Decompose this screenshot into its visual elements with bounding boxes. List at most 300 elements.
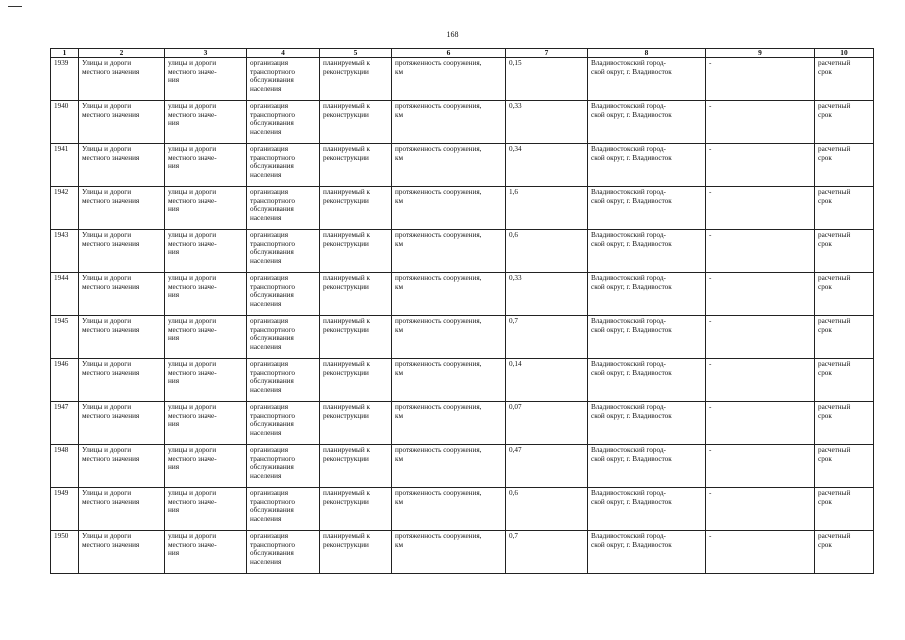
cell-line: улицы и дороги: [168, 102, 217, 110]
zone-cell: -: [706, 531, 815, 574]
object-type-cell: [79, 273, 165, 316]
cell-line: улицы и дороги: [168, 317, 217, 325]
cell-line: местного значения: [82, 282, 140, 291]
table-row: [51, 144, 874, 187]
location-cell: [588, 359, 706, 402]
cell-line: улицы и дороги: [168, 360, 217, 368]
object-kind-cell: [165, 359, 247, 402]
object-type-cell: [79, 230, 165, 273]
cell-line: обслуживания: [250, 506, 294, 515]
location-cell: [588, 101, 706, 144]
location-cell: [588, 402, 706, 445]
objects-table: [50, 48, 874, 574]
cell-line: Владивостокский город-: [591, 102, 666, 110]
characteristic-cell: [392, 58, 506, 101]
row-number-cell: 1947: [51, 402, 79, 445]
cell-line: протяженность сооружения,: [395, 145, 482, 153]
status-cell: [320, 359, 392, 402]
cell-line: местного значения: [82, 368, 140, 377]
cell-line: планируемый к: [323, 489, 371, 497]
zone-cell: -: [706, 230, 815, 273]
zone-cell: -: [706, 445, 815, 488]
zone-cell: -: [706, 58, 815, 101]
cell-line: реконструкции: [323, 153, 369, 162]
cell-line: расчетный: [818, 274, 851, 282]
value-cell: 0,6: [506, 230, 588, 273]
cell-line: ской округ, г. Владивосток: [591, 239, 672, 248]
object-type-cell: [79, 58, 165, 101]
cell-line: местного значения: [82, 67, 140, 76]
cell-line: км: [395, 153, 404, 162]
cell-line: ской округ, г. Владивосток: [591, 196, 672, 205]
cell-line: обслуживания: [250, 205, 294, 214]
characteristic-cell: [392, 273, 506, 316]
characteristic-cell: [392, 230, 506, 273]
cell-line: ской округ, г. Владивосток: [591, 540, 672, 549]
cell-line: реконструкции: [323, 110, 369, 119]
cell-line: Владивостокский город-: [591, 489, 666, 497]
cell-line: планируемый к: [323, 317, 371, 325]
cell-line: планируемый к: [323, 274, 371, 282]
purpose-cell: [247, 144, 320, 187]
characteristic-cell: [392, 402, 506, 445]
cell-line: улицы и дороги: [168, 489, 217, 497]
cell-line: организация: [250, 59, 289, 67]
cell-line: улицы и дороги: [168, 532, 217, 540]
row-number-cell: 1941: [51, 144, 79, 187]
cell-line: реконструкции: [323, 411, 369, 420]
cell-line: Улицы и дороги: [82, 317, 132, 325]
characteristic-cell: [392, 316, 506, 359]
cell-line: транспортного: [250, 110, 295, 119]
object-type-cell: [79, 316, 165, 359]
cell-line: срок: [818, 325, 832, 334]
column-header: 9: [706, 49, 815, 58]
cell-line: расчетный: [818, 446, 851, 454]
value-cell: 0,15: [506, 58, 588, 101]
cell-line: Улицы и дороги: [82, 59, 132, 67]
row-number-cell: 1940: [51, 101, 79, 144]
object-kind-cell: [165, 445, 247, 488]
location-cell: [588, 58, 706, 101]
cell-line: ской округ, г. Владивосток: [591, 67, 672, 76]
cell-line: транспортного: [250, 282, 295, 291]
zone-cell: -: [706, 273, 815, 316]
cell-line: Владивостокский город-: [591, 145, 666, 153]
value-cell: 0,07: [506, 402, 588, 445]
cell-line: срок: [818, 239, 832, 248]
cell-line: реконструкции: [323, 454, 369, 463]
row-number-cell: 1939: [51, 58, 79, 101]
cell-line: расчетный: [818, 231, 851, 239]
cell-line: улицы и дороги: [168, 231, 217, 239]
cell-line: улицы и дороги: [168, 59, 217, 67]
cell-line: Улицы и дороги: [82, 145, 132, 153]
cell-line: протяженность сооружения,: [395, 102, 482, 110]
cell-line: транспортного: [250, 411, 295, 420]
cell-line: транспортного: [250, 368, 295, 377]
table-header-row: [51, 49, 874, 58]
value-cell: 0,47: [506, 445, 588, 488]
cell-line: ния: [168, 463, 179, 472]
cell-line: организация: [250, 274, 289, 282]
value-cell: 0,33: [506, 101, 588, 144]
cell-line: местного значения: [82, 454, 140, 463]
cell-line: ния: [168, 377, 179, 386]
status-cell: [320, 187, 392, 230]
cell-line: Улицы и дороги: [82, 403, 132, 411]
cell-line: местного значения: [82, 540, 140, 549]
cell-line: ния: [168, 291, 179, 300]
location-cell: [588, 144, 706, 187]
column-header: 2: [79, 49, 165, 58]
term-cell: [815, 488, 874, 531]
characteristic-cell: [392, 187, 506, 230]
cell-line: расчетный: [818, 188, 851, 196]
cell-line: обслуживания: [250, 119, 294, 128]
column-header: 4: [247, 49, 320, 58]
zone-cell: -: [706, 144, 815, 187]
cell-line: местного значения: [82, 153, 140, 162]
cell-line: транспортного: [250, 497, 295, 506]
cell-line: срок: [818, 67, 832, 76]
object-kind-cell: [165, 144, 247, 187]
purpose-cell: [247, 531, 320, 574]
row-number-cell: 1946: [51, 359, 79, 402]
object-kind-cell: [165, 488, 247, 531]
cell-line: ния: [168, 549, 179, 558]
cell-line: протяженность сооружения,: [395, 403, 482, 411]
object-type-cell: [79, 488, 165, 531]
cell-line: организация: [250, 231, 289, 239]
cell-line: планируемый к: [323, 102, 371, 110]
table-row: [51, 230, 874, 273]
cell-line: местного значения: [82, 325, 140, 334]
cell-line: местного значе-: [168, 153, 217, 162]
object-kind-cell: [165, 230, 247, 273]
value-cell: 1,6: [506, 187, 588, 230]
cell-line: обслуживания: [250, 549, 294, 558]
cell-line: расчетный: [818, 317, 851, 325]
cell-line: транспортного: [250, 454, 295, 463]
cell-line: Улицы и дороги: [82, 102, 132, 110]
cell-line: организация: [250, 145, 289, 153]
cell-line: ской округ, г. Владивосток: [591, 368, 672, 377]
cell-line: населения: [250, 213, 282, 222]
value-cell: 0,7: [506, 531, 588, 574]
purpose-cell: [247, 58, 320, 101]
cell-line: обслуживания: [250, 463, 294, 472]
cell-line: планируемый к: [323, 446, 371, 454]
scan-corner-mark: [8, 6, 22, 7]
cell-line: км: [395, 540, 404, 549]
cell-line: срок: [818, 153, 832, 162]
purpose-cell: [247, 187, 320, 230]
cell-line: расчетный: [818, 403, 851, 411]
location-cell: [588, 273, 706, 316]
cell-line: местного значе-: [168, 67, 217, 76]
cell-line: реконструкции: [323, 325, 369, 334]
cell-line: срок: [818, 282, 832, 291]
cell-line: организация: [250, 403, 289, 411]
cell-line: населения: [250, 385, 282, 394]
cell-line: Улицы и дороги: [82, 446, 132, 454]
cell-line: реконструкции: [323, 239, 369, 248]
table-row: [51, 445, 874, 488]
cell-line: расчетный: [818, 489, 851, 497]
cell-line: протяженность сооружения,: [395, 231, 482, 239]
cell-line: населения: [250, 84, 282, 93]
cell-line: транспортного: [250, 67, 295, 76]
cell-line: населения: [250, 557, 282, 566]
cell-line: Владивостокский город-: [591, 532, 666, 540]
cell-line: км: [395, 239, 404, 248]
cell-line: ской округ, г. Владивосток: [591, 153, 672, 162]
cell-line: планируемый к: [323, 59, 371, 67]
table-row: [51, 58, 874, 101]
cell-line: ния: [168, 205, 179, 214]
row-number-cell: 1949: [51, 488, 79, 531]
cell-line: Улицы и дороги: [82, 188, 132, 196]
cell-line: обслуживания: [250, 162, 294, 171]
zone-cell: -: [706, 101, 815, 144]
status-cell: [320, 101, 392, 144]
object-kind-cell: [165, 316, 247, 359]
table-body: [51, 58, 874, 574]
cell-line: реконструкции: [323, 497, 369, 506]
term-cell: [815, 101, 874, 144]
cell-line: местного значения: [82, 239, 140, 248]
object-kind-cell: [165, 58, 247, 101]
cell-line: протяженность сооружения,: [395, 446, 482, 454]
cell-line: ния: [168, 420, 179, 429]
cell-line: Улицы и дороги: [82, 532, 132, 540]
cell-line: транспортного: [250, 540, 295, 549]
cell-line: обслуживания: [250, 334, 294, 343]
row-number-cell: 1942: [51, 187, 79, 230]
cell-line: Улицы и дороги: [82, 360, 132, 368]
cell-line: реконструкции: [323, 368, 369, 377]
value-cell: 0,33: [506, 273, 588, 316]
cell-line: обслуживания: [250, 377, 294, 386]
cell-line: ской округ, г. Владивосток: [591, 497, 672, 506]
cell-line: км: [395, 282, 404, 291]
cell-line: срок: [818, 497, 832, 506]
cell-line: срок: [818, 540, 832, 549]
cell-line: планируемый к: [323, 188, 371, 196]
cell-line: организация: [250, 446, 289, 454]
object-kind-cell: [165, 187, 247, 230]
status-cell: [320, 402, 392, 445]
column-header: 3: [165, 49, 247, 58]
cell-line: ния: [168, 334, 179, 343]
cell-line: транспортного: [250, 325, 295, 334]
object-type-cell: [79, 101, 165, 144]
cell-line: Владивостокский город-: [591, 446, 666, 454]
cell-line: Владивостокский город-: [591, 188, 666, 196]
cell-line: ской округ, г. Владивосток: [591, 454, 672, 463]
status-cell: [320, 58, 392, 101]
cell-line: ской округ, г. Владивосток: [591, 325, 672, 334]
table-row: [51, 531, 874, 574]
cell-line: срок: [818, 411, 832, 420]
term-cell: [815, 273, 874, 316]
characteristic-cell: [392, 488, 506, 531]
cell-line: местного значе-: [168, 196, 217, 205]
table-row: [51, 359, 874, 402]
cell-line: расчетный: [818, 360, 851, 368]
cell-line: реконструкции: [323, 540, 369, 549]
cell-line: ской округ, г. Владивосток: [591, 110, 672, 119]
status-cell: [320, 144, 392, 187]
cell-line: Улицы и дороги: [82, 489, 132, 497]
column-header: 10: [815, 49, 874, 58]
purpose-cell: [247, 359, 320, 402]
object-kind-cell: [165, 101, 247, 144]
status-cell: [320, 316, 392, 359]
status-cell: [320, 273, 392, 316]
purpose-cell: [247, 445, 320, 488]
cell-line: протяженность сооружения,: [395, 274, 482, 282]
object-kind-cell: [165, 402, 247, 445]
zone-cell: -: [706, 187, 815, 230]
cell-line: протяженность сооружения,: [395, 532, 482, 540]
cell-line: ния: [168, 76, 179, 85]
status-cell: [320, 445, 392, 488]
location-cell: [588, 187, 706, 230]
cell-line: реконструкции: [323, 67, 369, 76]
cell-line: организация: [250, 360, 289, 368]
status-cell: [320, 230, 392, 273]
cell-line: населения: [250, 299, 282, 308]
table-row: [51, 101, 874, 144]
cell-line: улицы и дороги: [168, 145, 217, 153]
row-number-cell: 1944: [51, 273, 79, 316]
purpose-cell: [247, 101, 320, 144]
status-cell: [320, 531, 392, 574]
cell-line: км: [395, 411, 404, 420]
cell-line: ния: [168, 248, 179, 257]
cell-line: населения: [250, 428, 282, 437]
column-header: 6: [392, 49, 506, 58]
row-number-cell: 1948: [51, 445, 79, 488]
column-header: 8: [588, 49, 706, 58]
cell-line: ния: [168, 119, 179, 128]
cell-line: км: [395, 196, 404, 205]
status-cell: [320, 488, 392, 531]
value-cell: 0,14: [506, 359, 588, 402]
cell-line: местного значения: [82, 497, 140, 506]
cell-line: протяженность сооружения,: [395, 317, 482, 325]
location-cell: [588, 488, 706, 531]
cell-line: населения: [250, 514, 282, 523]
cell-line: транспортного: [250, 196, 295, 205]
location-cell: [588, 531, 706, 574]
purpose-cell: [247, 316, 320, 359]
cell-line: ской округ, г. Владивосток: [591, 411, 672, 420]
cell-line: местного значе-: [168, 454, 217, 463]
column-header: 1: [51, 49, 79, 58]
object-kind-cell: [165, 531, 247, 574]
cell-line: населения: [250, 170, 282, 179]
term-cell: [815, 187, 874, 230]
cell-line: планируемый к: [323, 403, 371, 411]
purpose-cell: [247, 230, 320, 273]
zone-cell: -: [706, 359, 815, 402]
cell-line: улицы и дороги: [168, 403, 217, 411]
cell-line: обслуживания: [250, 420, 294, 429]
characteristic-cell: [392, 445, 506, 488]
cell-line: местного значения: [82, 196, 140, 205]
object-type-cell: [79, 531, 165, 574]
cell-line: реконструкции: [323, 196, 369, 205]
table-row: [51, 273, 874, 316]
location-cell: [588, 316, 706, 359]
cell-line: Улицы и дороги: [82, 274, 132, 282]
term-cell: [815, 144, 874, 187]
cell-line: ской округ, г. Владивосток: [591, 282, 672, 291]
cell-line: Владивостокский город-: [591, 360, 666, 368]
cell-line: км: [395, 110, 404, 119]
cell-line: планируемый к: [323, 532, 371, 540]
characteristic-cell: [392, 359, 506, 402]
cell-line: Владивостокский город-: [591, 274, 666, 282]
cell-line: протяженность сооружения,: [395, 360, 482, 368]
purpose-cell: [247, 488, 320, 531]
cell-line: расчетный: [818, 145, 851, 153]
term-cell: [815, 58, 874, 101]
cell-line: км: [395, 497, 404, 506]
cell-line: местного значе-: [168, 540, 217, 549]
cell-line: срок: [818, 110, 832, 119]
table-row: [51, 316, 874, 359]
cell-line: протяженность сооружения,: [395, 188, 482, 196]
cell-line: Владивостокский город-: [591, 317, 666, 325]
cell-line: транспортного: [250, 239, 295, 248]
cell-line: срок: [818, 454, 832, 463]
row-number-cell: 1950: [51, 531, 79, 574]
cell-line: планируемый к: [323, 231, 371, 239]
cell-line: протяженность сооружения,: [395, 489, 482, 497]
cell-line: местного значе-: [168, 110, 217, 119]
cell-line: местного значения: [82, 411, 140, 420]
term-cell: [815, 531, 874, 574]
zone-cell: -: [706, 316, 815, 359]
cell-line: местного значе-: [168, 368, 217, 377]
cell-line: организация: [250, 102, 289, 110]
zone-cell: -: [706, 402, 815, 445]
cell-line: км: [395, 67, 404, 76]
row-number-cell: 1943: [51, 230, 79, 273]
cell-line: местного значе-: [168, 411, 217, 420]
value-cell: 0,6: [506, 488, 588, 531]
characteristic-cell: [392, 144, 506, 187]
cell-line: обслуживания: [250, 291, 294, 300]
cell-line: срок: [818, 368, 832, 377]
table-row: [51, 488, 874, 531]
term-cell: [815, 359, 874, 402]
cell-line: расчетный: [818, 59, 851, 67]
cell-line: км: [395, 368, 404, 377]
table-row: [51, 187, 874, 230]
zone-cell: -: [706, 488, 815, 531]
term-cell: [815, 445, 874, 488]
cell-line: км: [395, 325, 404, 334]
object-type-cell: [79, 144, 165, 187]
cell-line: ния: [168, 162, 179, 171]
term-cell: [815, 230, 874, 273]
object-type-cell: [79, 359, 165, 402]
